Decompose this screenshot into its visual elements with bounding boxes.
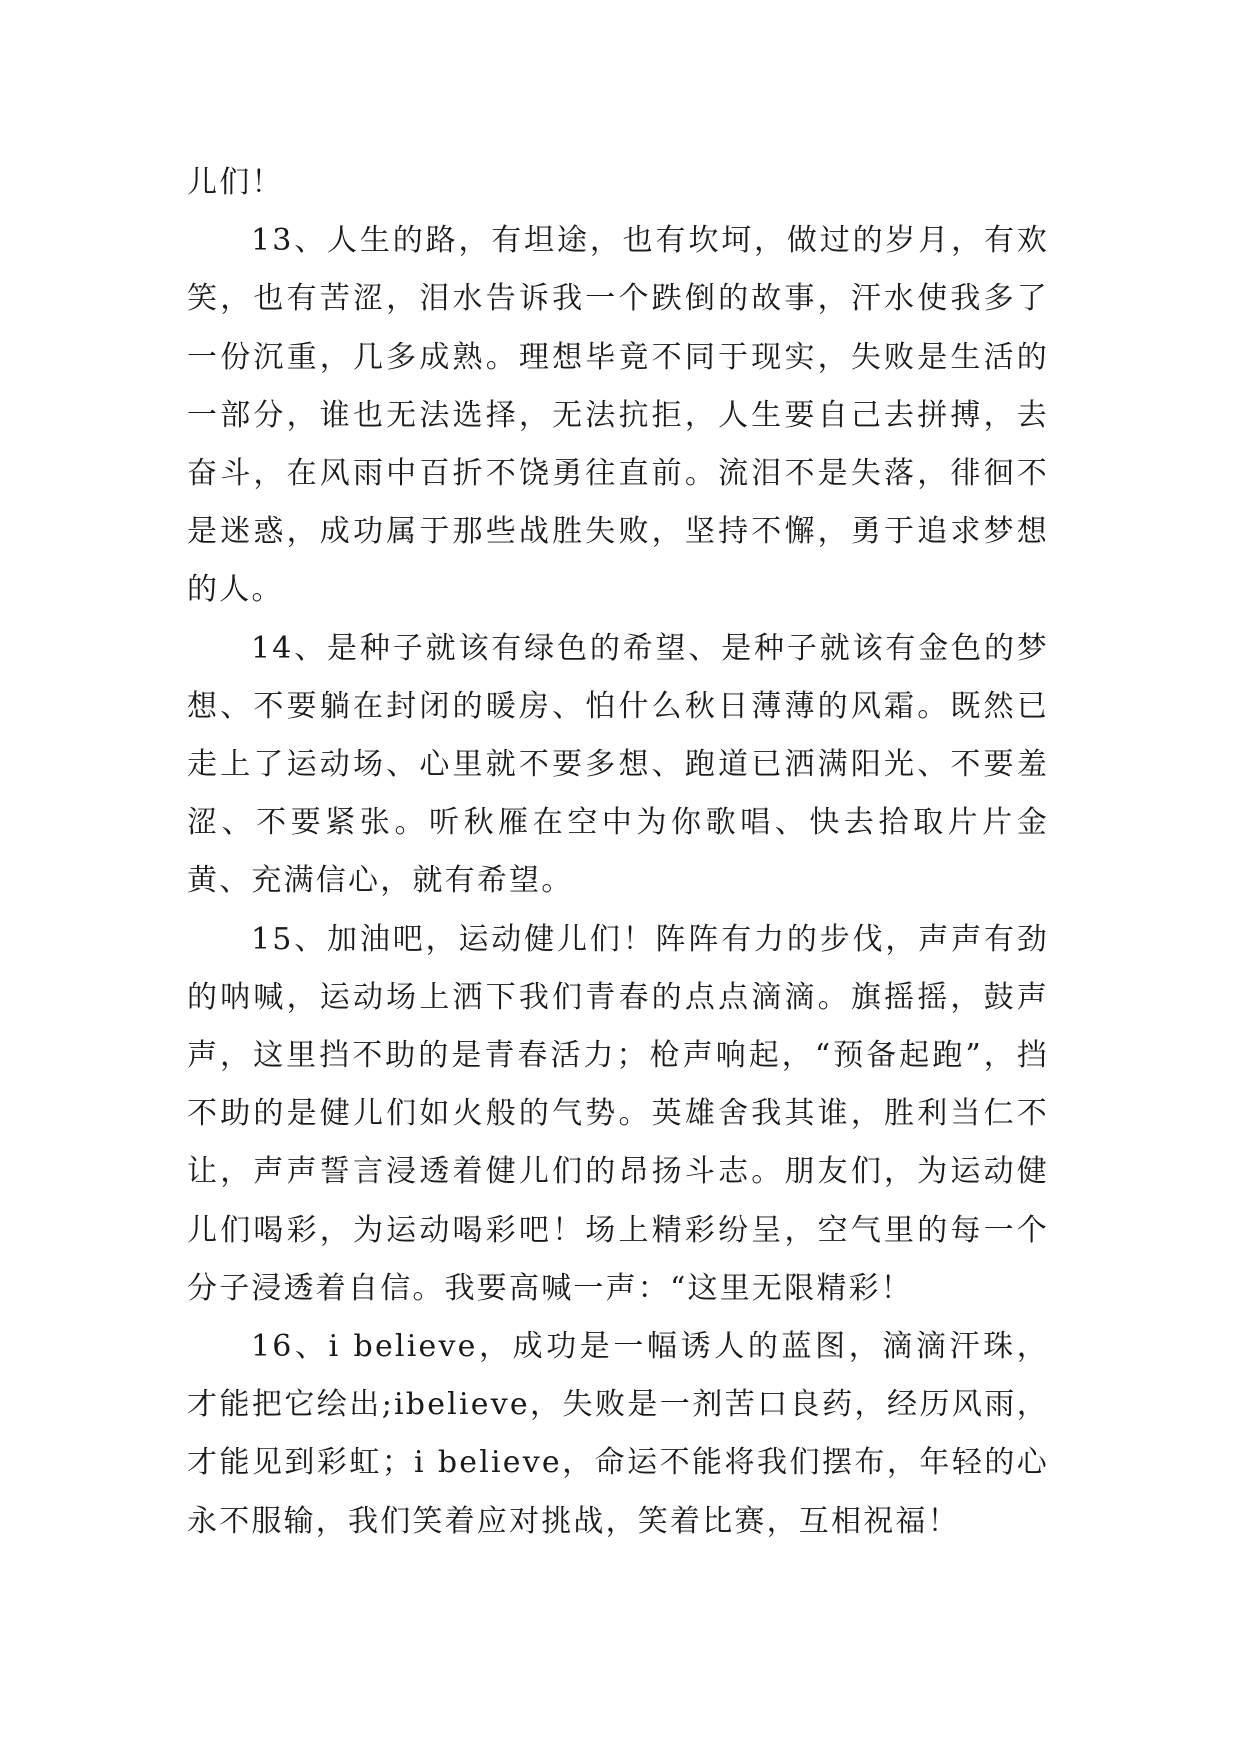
paragraph-continuation: 儿们！ bbox=[187, 165, 284, 200]
paragraph-14: 14、是种子就该有绿色的希望、是种子就该有金色的梦想、不要躺在封闭的暖房、怕什么秋日薄薄的风霜。既然已走上了运动场、心里就不要多想、跑道已洒满阳光、不要羞涩、不要紧张。听秋雁在空中为你歌唱、快去拾取片片金黄、充满信心，就有希望。 bbox=[187, 630, 1049, 899]
paragraph-13: 13、人生的路，有坦途，也有坎坷，做过的岁月，有欢笑，也有苦涩，泪水告诉我一个跌倒的故事，汗水使我多了一份沉重，几多成熟。理想毕竟不同于现实，失败是生活的一部分，谁也无法选择，无法抗拒，人生要自己去拼搏，去奋斗，在风雨中百折不饶勇往直前。流泪不是失落，徘徊不是迷惑，成功属于那些战胜失败，坚持不懈，勇于追求梦想的人。 bbox=[187, 223, 1049, 608]
paragraph-16: 16、i believe，成功是一幅诱人的蓝图，滴滴汗珠，才能把它绘出;ibelieve，失败是一剂苦口良药，经历风雨，才能见到彩虹；i believe，命运不能将我们摆布，年轻的心永不服输，我们笑着应对挑战，笑着比赛，互相祝福！ bbox=[187, 1329, 1049, 1539]
body-text bbox=[187, 154, 1049, 1551]
paragraph-15: 15、加油吧，运动健儿们！阵阵有力的步伐，声声有劲的呐喊，运动场上洒下我们青春的点点滴滴。旗摇摇，鼓声声，这里挡不助的是青春活力；枪声响起，“预备起跑”，挡不助的是健儿们如火般的气势。英雄舍我其谁，胜利当仁不让，声声誓言浸透着健儿们的昂扬斗志。朋友们，为运动健儿们喝彩，为运动喝彩吧！场上精彩纷呈，空气里的每一个分子浸透着自信。我要高喊一声：“这里无限精彩！ bbox=[187, 921, 1049, 1306]
